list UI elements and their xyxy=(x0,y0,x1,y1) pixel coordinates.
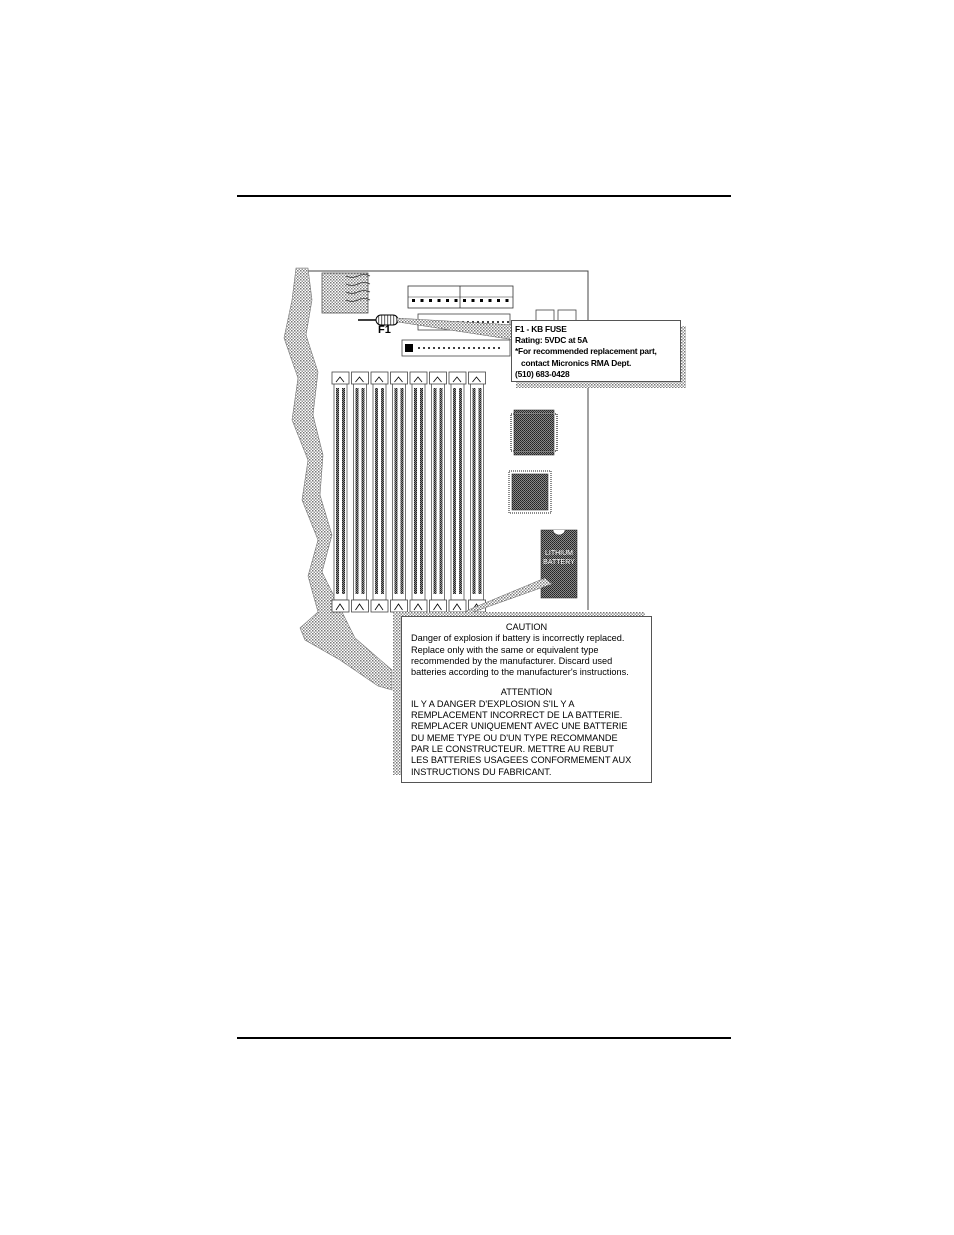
caution-callout xyxy=(401,616,652,783)
fuse-title: F1 - KB FUSE xyxy=(515,324,567,334)
fuse-phone: (510) 683-0428 xyxy=(515,368,570,379)
battery-label-line1: LITHIUM xyxy=(545,550,573,557)
header-pin xyxy=(421,299,424,302)
header-pin xyxy=(502,321,504,323)
simm-slot xyxy=(332,372,349,612)
header-pin xyxy=(507,321,509,323)
header-pin xyxy=(506,299,509,302)
header-pin xyxy=(478,347,480,349)
header-pin xyxy=(433,347,435,349)
caution-line: Replace only with the same or equivalent type xyxy=(411,644,599,655)
header-pin xyxy=(438,299,441,302)
fuse-label: F1 xyxy=(378,324,391,336)
caution-line: batteries according to the manufacturer's instructions. xyxy=(411,667,629,678)
pin-header-lower xyxy=(402,340,510,356)
caution-line: recommended by the manufacturer. Discard used xyxy=(411,655,613,666)
caution-title: CAUTION xyxy=(505,622,548,632)
simm-slot-group xyxy=(332,372,486,612)
simm-slot xyxy=(430,372,447,612)
attention-title: ATTENTION xyxy=(500,687,553,698)
attention-line: REMPLACER UNIQUEMENT AVEC UNE BATTERIE xyxy=(411,721,628,732)
header-pin xyxy=(458,347,460,349)
header-pin xyxy=(480,299,483,302)
fuse-callout xyxy=(511,320,681,382)
attention-line: INSTRUCTIONS DU FABRICANT. xyxy=(411,766,552,777)
header-pin xyxy=(463,299,466,302)
simm-slot xyxy=(391,372,408,612)
top-header-block xyxy=(408,286,513,308)
header-pin xyxy=(418,347,420,349)
simm-slot xyxy=(410,372,427,612)
fuse-note-line: contact Micronics RMA Dept. xyxy=(521,357,632,368)
header-pin xyxy=(488,347,490,349)
header-pin xyxy=(448,347,450,349)
header-pin xyxy=(453,347,455,349)
header-pin xyxy=(423,347,425,349)
attention-line: IL Y A DANGER D'EXPLOSION S'IL Y A xyxy=(411,698,575,709)
header-pin xyxy=(497,299,500,302)
header-pin xyxy=(492,321,494,323)
simm-slot xyxy=(352,372,369,612)
simm-slot xyxy=(469,372,486,612)
attention-line: LES BATTERIES USAGEES CONFORMEMENT AUX xyxy=(411,755,632,766)
header-pin xyxy=(438,347,440,349)
qfp-chip xyxy=(511,410,557,455)
header-pin xyxy=(482,321,484,323)
header-pin xyxy=(428,347,430,349)
header-pin xyxy=(489,299,492,302)
caution-line: Danger of explosion if battery is incorrectly replaced. xyxy=(411,633,625,644)
attention-line: REMPLACEMENT INCORRECT DE LA BATTERIE. xyxy=(411,710,623,721)
header-pin xyxy=(463,347,465,349)
header-pin xyxy=(483,347,485,349)
header-pin xyxy=(497,321,499,323)
fuse-note-line: *For recommended replacement part, xyxy=(515,346,657,357)
fuse-rating: Rating: 5VDC at 5A xyxy=(515,335,588,346)
header-pin xyxy=(493,347,495,349)
attention-line: PAR LE CONSTRUCTEUR. METTRE AU REBUT xyxy=(411,743,614,754)
header-pin xyxy=(468,347,470,349)
header-pin xyxy=(455,299,458,302)
attention-line: DU MEME TYPE OU D'UN TYPE RECOMMANDE xyxy=(411,732,618,743)
header-pin xyxy=(498,347,500,349)
header-pin xyxy=(443,347,445,349)
plcc-chip xyxy=(509,471,551,513)
header-pin xyxy=(446,299,449,302)
io-connector xyxy=(322,273,370,313)
header-pin xyxy=(429,299,432,302)
simm-slot xyxy=(449,372,466,612)
header-pin xyxy=(412,299,415,302)
header-pin xyxy=(487,321,489,323)
header-pin xyxy=(472,299,475,302)
simm-slot xyxy=(371,372,388,612)
header-pin xyxy=(473,347,475,349)
battery-label-line2: BATTERY xyxy=(543,559,575,566)
